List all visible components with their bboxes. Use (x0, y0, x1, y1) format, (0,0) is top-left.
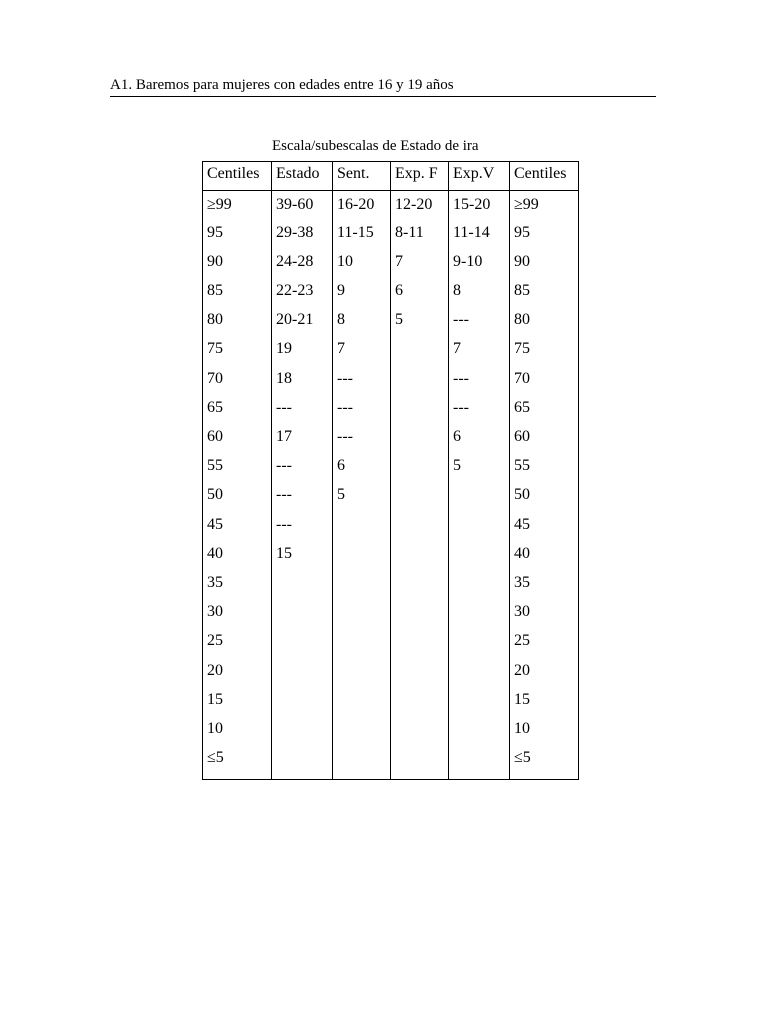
cell-sent (333, 716, 391, 745)
cell-exp-v: 5 (449, 453, 510, 482)
cell-centiles-left: 45 (203, 512, 272, 541)
norms-table (202, 161, 579, 780)
cell-sent: 16-20 (333, 191, 391, 220)
cell-centiles-right: 45 (510, 512, 579, 541)
cell-exp-v (449, 687, 510, 716)
cell-centiles-right: 40 (510, 541, 579, 570)
table-row (203, 278, 579, 307)
cell-estado: 20-21 (272, 307, 333, 336)
cell-centiles-right: 70 (510, 366, 579, 395)
cell-centiles-right: 90 (510, 249, 579, 278)
table-row (203, 395, 579, 424)
cell-centiles-right: 60 (510, 424, 579, 453)
cell-sent: 6 (333, 453, 391, 482)
cell-exp-v (449, 482, 510, 511)
cell-centiles-right: 80 (510, 307, 579, 336)
table-row (203, 512, 579, 541)
cell-exp-v (449, 541, 510, 570)
cell-estado (272, 570, 333, 599)
cell-centiles-right: 75 (510, 336, 579, 365)
cell-exp-f: 6 (391, 278, 449, 307)
table-header-row (203, 162, 579, 191)
cell-exp-f (391, 745, 449, 779)
cell-centiles-left: 25 (203, 628, 272, 657)
cell-estado: --- (272, 395, 333, 424)
table-row (203, 366, 579, 395)
cell-exp-f (391, 424, 449, 453)
cell-sent (333, 512, 391, 541)
table-row (203, 482, 579, 511)
cell-sent (333, 570, 391, 599)
cell-exp-v: --- (449, 366, 510, 395)
cell-centiles-right: 55 (510, 453, 579, 482)
cell-estado (272, 716, 333, 745)
cell-estado: --- (272, 453, 333, 482)
cell-exp-v (449, 716, 510, 745)
cell-exp-f (391, 482, 449, 511)
cell-centiles-right: 25 (510, 628, 579, 657)
cell-centiles-right: ≥99 (510, 191, 579, 220)
cell-sent: --- (333, 366, 391, 395)
cell-exp-f (391, 628, 449, 657)
cell-estado: 22-23 (272, 278, 333, 307)
cell-sent: 5 (333, 482, 391, 511)
cell-exp-f (391, 658, 449, 687)
cell-exp-f (391, 687, 449, 716)
table-row (203, 745, 579, 779)
cell-exp-f (391, 599, 449, 628)
cell-exp-f (391, 512, 449, 541)
table-row (203, 307, 579, 336)
cell-centiles-right: 30 (510, 599, 579, 628)
table-body (203, 191, 579, 780)
table-row (203, 628, 579, 657)
table-caption: Escala/subescalas de Estado de ira (272, 138, 479, 154)
heading-divider (110, 96, 656, 97)
table-row (203, 220, 579, 249)
cell-centiles-left: ≤5 (203, 745, 272, 779)
cell-exp-f (391, 541, 449, 570)
cell-exp-v (449, 658, 510, 687)
cell-centiles-left: 90 (203, 249, 272, 278)
table-row (203, 336, 579, 365)
header-exp-v: Exp.V (449, 162, 510, 191)
cell-estado: 39-60 (272, 191, 333, 220)
cell-centiles-right: ≤5 (510, 745, 579, 779)
cell-centiles-right: 20 (510, 658, 579, 687)
table-row (203, 541, 579, 570)
cell-exp-f: 5 (391, 307, 449, 336)
cell-sent: 7 (333, 336, 391, 365)
cell-centiles-left: 70 (203, 366, 272, 395)
cell-exp-f (391, 453, 449, 482)
cell-exp-v (449, 745, 510, 779)
cell-sent: --- (333, 424, 391, 453)
cell-sent (333, 745, 391, 779)
cell-centiles-left: 15 (203, 687, 272, 716)
cell-estado: 17 (272, 424, 333, 453)
cell-exp-v: 8 (449, 278, 510, 307)
cell-sent: 11-15 (333, 220, 391, 249)
cell-exp-f (391, 336, 449, 365)
cell-exp-v: 7 (449, 336, 510, 365)
page-heading: A1. Baremos para mujeres con edades entre 16 y 19 años (110, 77, 454, 93)
cell-exp-f: 7 (391, 249, 449, 278)
cell-exp-v: --- (449, 307, 510, 336)
cell-centiles-left: ≥99 (203, 191, 272, 220)
cell-centiles-right: 95 (510, 220, 579, 249)
cell-exp-v (449, 512, 510, 541)
cell-estado (272, 599, 333, 628)
cell-exp-v: 9-10 (449, 249, 510, 278)
cell-estado (272, 687, 333, 716)
cell-exp-f: 8-11 (391, 220, 449, 249)
table-row (203, 191, 579, 220)
cell-sent (333, 599, 391, 628)
cell-centiles-left: 65 (203, 395, 272, 424)
cell-centiles-right: 10 (510, 716, 579, 745)
cell-exp-v (449, 599, 510, 628)
cell-centiles-left: 50 (203, 482, 272, 511)
cell-estado: 24-28 (272, 249, 333, 278)
cell-exp-f (391, 366, 449, 395)
header-estado: Estado (272, 162, 333, 191)
cell-sent (333, 658, 391, 687)
cell-sent: --- (333, 395, 391, 424)
cell-sent (333, 541, 391, 570)
cell-exp-f: 12-20 (391, 191, 449, 220)
cell-centiles-right: 85 (510, 278, 579, 307)
cell-exp-v (449, 628, 510, 657)
table-row (203, 658, 579, 687)
cell-centiles-left: 35 (203, 570, 272, 599)
cell-estado: 15 (272, 541, 333, 570)
cell-centiles-left: 85 (203, 278, 272, 307)
cell-centiles-right: 65 (510, 395, 579, 424)
cell-centiles-left: 20 (203, 658, 272, 687)
cell-centiles-left: 10 (203, 716, 272, 745)
cell-estado: 19 (272, 336, 333, 365)
table-row (203, 687, 579, 716)
cell-centiles-left: 30 (203, 599, 272, 628)
cell-estado: --- (272, 512, 333, 541)
cell-estado (272, 745, 333, 779)
cell-estado: 18 (272, 366, 333, 395)
header-centiles-right: Centiles (510, 162, 579, 191)
cell-estado (272, 658, 333, 687)
cell-estado (272, 628, 333, 657)
table-row (203, 716, 579, 745)
table-row (203, 599, 579, 628)
header-sent: Sent. (333, 162, 391, 191)
cell-centiles-right: 35 (510, 570, 579, 599)
header-exp-f: Exp. F (391, 162, 449, 191)
cell-centiles-left: 60 (203, 424, 272, 453)
table-row (203, 249, 579, 278)
cell-exp-f (391, 570, 449, 599)
cell-centiles-left: 80 (203, 307, 272, 336)
cell-estado: 29-38 (272, 220, 333, 249)
cell-centiles-left: 40 (203, 541, 272, 570)
cell-sent (333, 687, 391, 716)
cell-exp-f (391, 716, 449, 745)
cell-exp-v: 15-20 (449, 191, 510, 220)
header-centiles-left: Centiles (203, 162, 272, 191)
cell-exp-v: --- (449, 395, 510, 424)
cell-sent: 8 (333, 307, 391, 336)
cell-centiles-left: 95 (203, 220, 272, 249)
cell-sent: 9 (333, 278, 391, 307)
cell-sent (333, 628, 391, 657)
cell-centiles-right: 15 (510, 687, 579, 716)
cell-sent: 10 (333, 249, 391, 278)
cell-centiles-left: 55 (203, 453, 272, 482)
cell-estado: --- (272, 482, 333, 511)
cell-exp-v (449, 570, 510, 599)
cell-centiles-left: 75 (203, 336, 272, 365)
cell-exp-f (391, 395, 449, 424)
cell-exp-v: 11-14 (449, 220, 510, 249)
table-row (203, 570, 579, 599)
table-row (203, 453, 579, 482)
cell-centiles-right: 50 (510, 482, 579, 511)
table-row (203, 424, 579, 453)
cell-exp-v: 6 (449, 424, 510, 453)
